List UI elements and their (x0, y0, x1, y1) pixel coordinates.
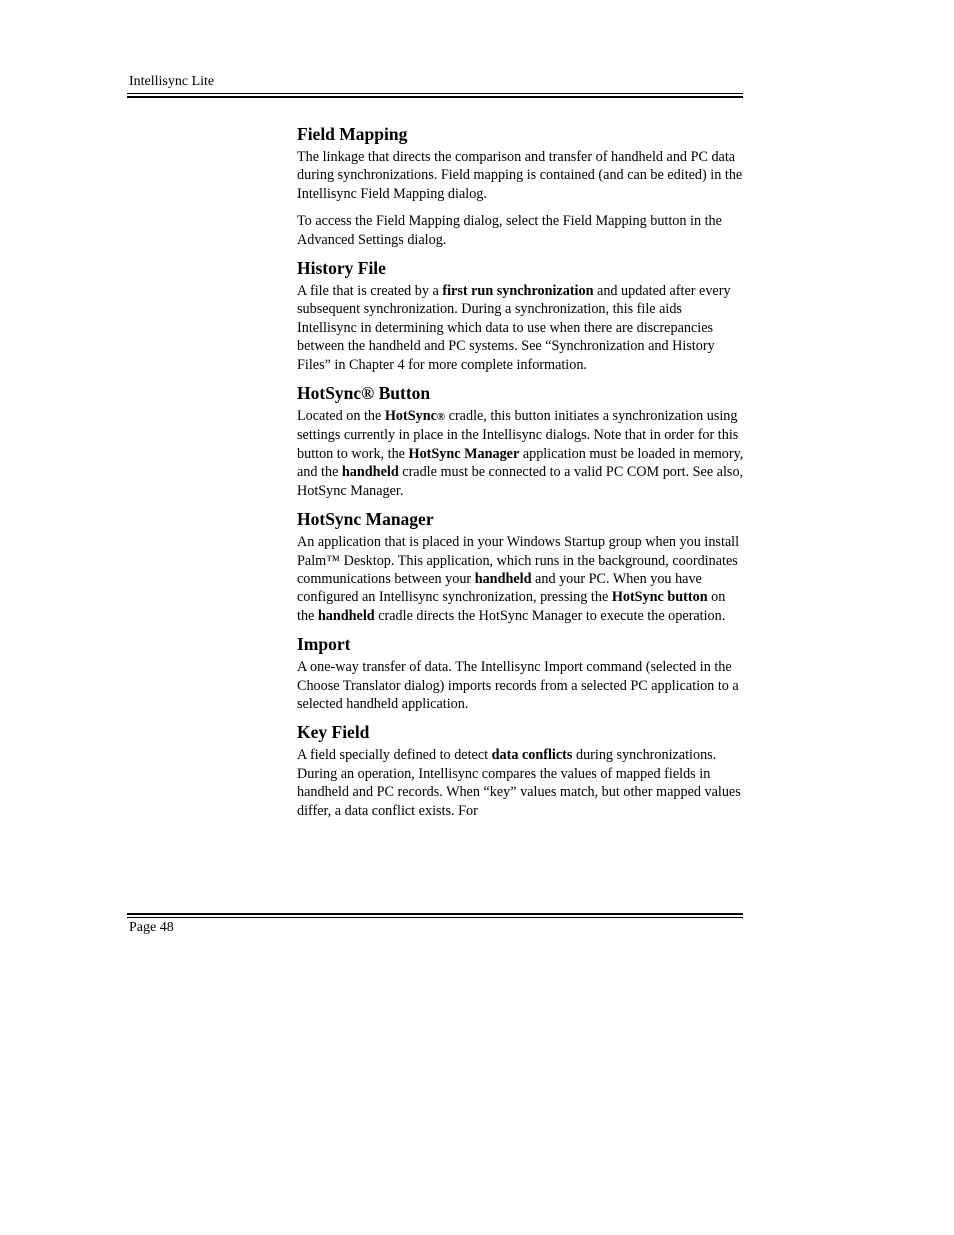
text-run: on the (297, 589, 726, 624)
bold-term-text: HotSync (384, 408, 437, 425)
glossary-content (297, 124, 745, 829)
entry-paragraph (297, 533, 745, 625)
entry-title: History File (297, 258, 386, 279)
entry-title: Field Mapping (297, 124, 408, 144)
footer-rule-thin (127, 917, 743, 918)
page-number: Page 48 (129, 920, 174, 935)
text-run: Located on the (297, 408, 385, 425)
registered-mark: ® (436, 411, 446, 424)
entry-hotsync-manager (297, 509, 745, 625)
text-run: cradle, this button initiates a synchronization using settings currently in place in the Intellisync dialogs. Note that in order for this button to work, the (297, 408, 739, 462)
text-run: cradle must be connected to a valid PC COM port. See also, HotSync Manager. (297, 464, 744, 499)
text-run: during synchronizations. During an operation, Intellisync compares the values of mapped fields in handheld and PC records. When “key” values match, but other mapped values differ, a data conflict exists. For (297, 747, 741, 819)
text-run: A file that is created by a (297, 283, 443, 300)
text-run: and updated after every subsequent synchronization. During a synchronization, this file aids Intellisync in determining which data to use when there are discrepancies between the handheld and PC systems. See “Synchronization and History Files” in Chapter 4 for more complete information. (297, 283, 731, 373)
entry-title: HotSync® Button (297, 383, 431, 404)
header-rule-thick (127, 96, 743, 98)
footer-rule-thick (127, 913, 743, 915)
text-run: An application that is placed in your Windows Startup group when you install Palm™ Desktop. This application, which runs in the background, coordinates communications between your (297, 534, 740, 587)
entry-title: HotSync Manager (297, 509, 434, 530)
entry-title: Key Field (297, 722, 370, 743)
text-run: cradle directs the HotSync Manager to execute the operation. (374, 607, 726, 624)
entry-paragraph (297, 746, 745, 820)
bold-term: handheld (341, 464, 399, 481)
entry-paragraph: The linkage that directs the comparison and transfer of handheld and PC data during synchronizations. Field mapping is contained (and can be edited) in the Intellisync Field Mapping dialog. (297, 149, 743, 202)
bold-term: HotSync Manager (408, 445, 520, 462)
bold-term: data conflicts (491, 747, 573, 764)
text-run: application must be loaded in memory, and the (297, 445, 744, 481)
text-run: and your PC. When you have configured an Intellisync synchronization, pressing the (297, 570, 702, 606)
entry-title: Import (297, 634, 351, 655)
text-run: A field specially defined to detect (297, 747, 492, 764)
entry-paragraph: To access the Field Mapping dialog, select the Field Mapping button in the Advanced Settings dialog. (297, 213, 722, 248)
bold-term: handheld (317, 607, 375, 624)
running-header: Intellisync Lite (129, 74, 215, 89)
entry-paragraph (297, 282, 745, 374)
entry-hotsync-button (297, 383, 745, 500)
entry-field-mapping (297, 124, 745, 249)
header-rule-thin (127, 93, 743, 94)
entry-paragraph (297, 407, 745, 500)
bold-term: first run synchronization (442, 283, 594, 300)
bold-term: HotSync button (611, 589, 708, 606)
bold-term: handheld (474, 570, 532, 587)
entry-paragraph: A one-way transfer of data. The Intellisync Import command (selected in the Choose Translator dialog) imports records from a selected PC application to a selected handheld application. (297, 659, 739, 712)
bold-term (385, 408, 445, 424)
entry-import (297, 634, 745, 713)
entry-key-field (297, 722, 745, 820)
entry-history-file (297, 258, 745, 374)
